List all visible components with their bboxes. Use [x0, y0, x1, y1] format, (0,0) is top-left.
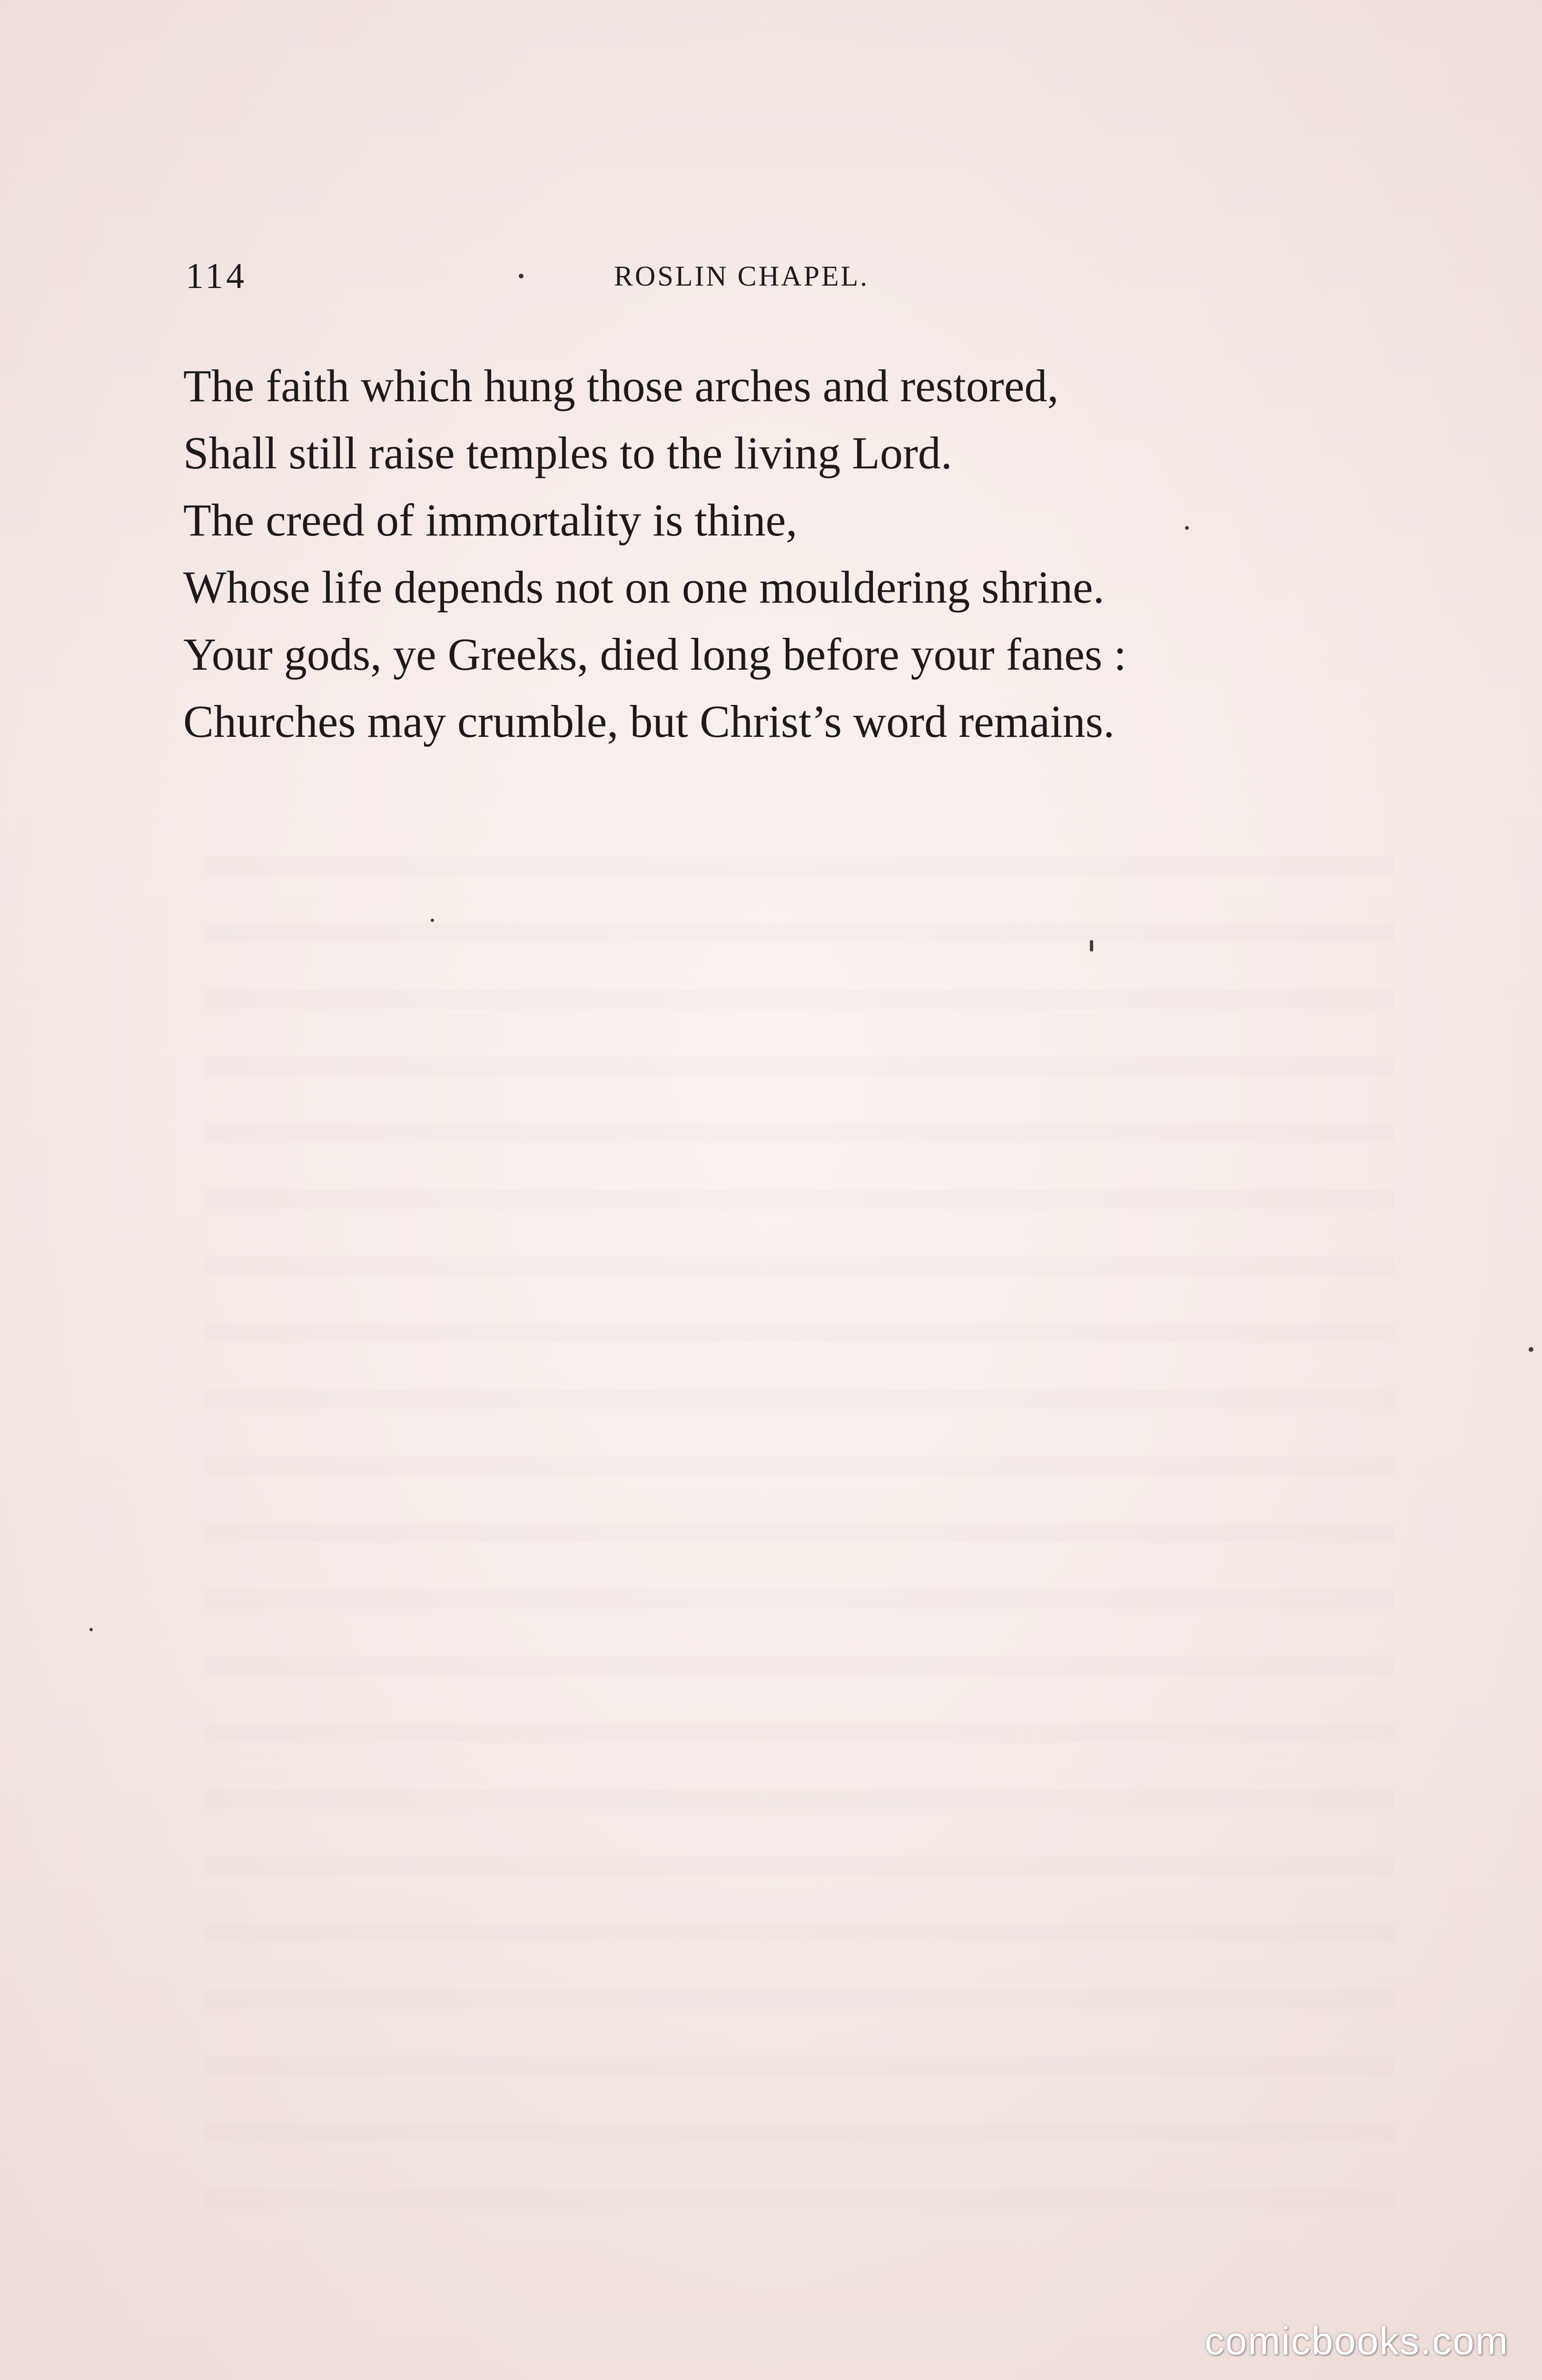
ink-speck	[1090, 940, 1093, 952]
ink-speck	[1529, 1347, 1533, 1352]
page-number: 114	[186, 256, 247, 296]
show-through-text	[205, 809, 1394, 2237]
poem-line: Shall still raise temples to the living Lord.	[183, 427, 952, 478]
ink-speck	[431, 919, 434, 922]
ink-speck	[89, 1628, 93, 1631]
running-head	[186, 255, 1090, 298]
ink-speck	[519, 274, 524, 278]
poem-line: Your gods, ye Greeks, died long before your fanes :	[183, 629, 1127, 680]
poem-line: Churches may crumble, but Christ’s word remains.	[183, 696, 1115, 747]
running-title: ROSLIN CHAPEL.	[614, 260, 870, 292]
poem-line: The creed of immortality is thine,	[183, 495, 798, 545]
ink-speck	[1185, 526, 1189, 530]
poem-line: Whose life depends not on one mouldering shrine.	[183, 562, 1105, 613]
poem-stanza	[183, 352, 1325, 755]
poem-line: The faith which hung those arches and restored,	[183, 360, 1059, 411]
watermark: comicbooks.com	[1205, 2320, 1509, 2363]
